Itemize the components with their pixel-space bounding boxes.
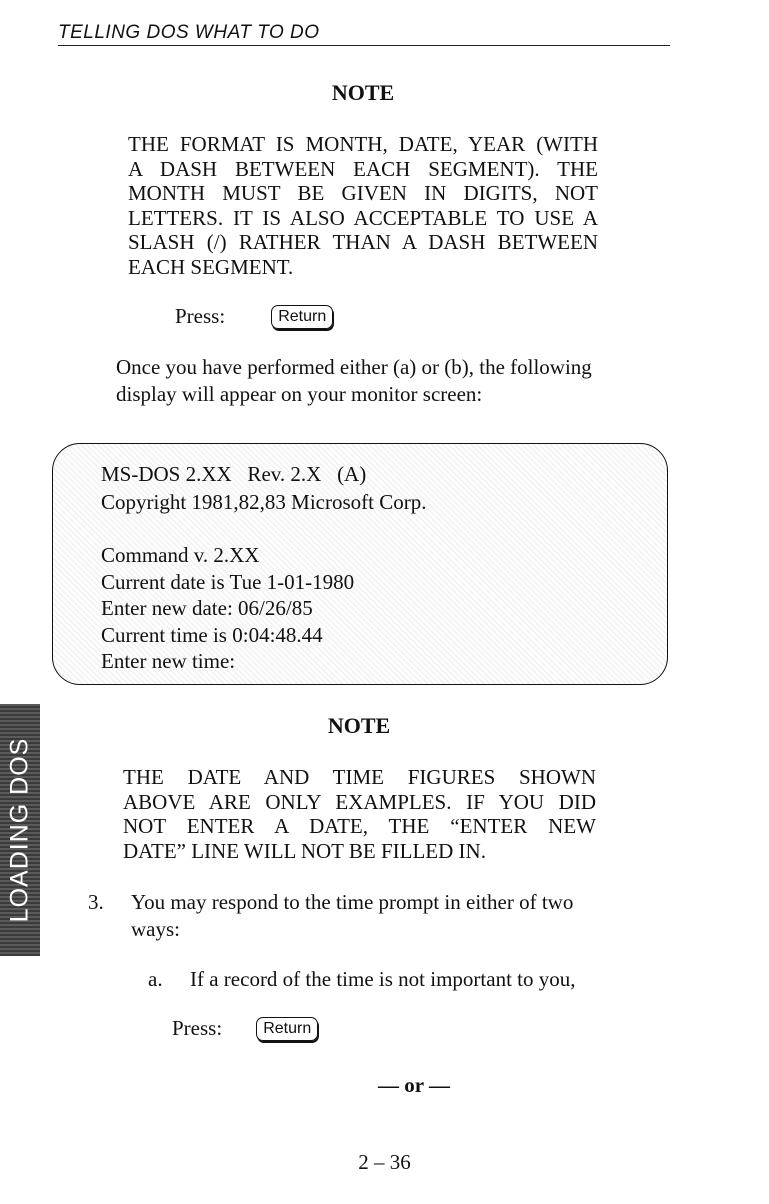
note-line: THE DATE AND TIME FIGURES SHOWN	[123, 765, 596, 789]
note-line: MONTH MUST BE GIVEN IN DIGITS, NOT	[128, 181, 598, 205]
monitor-screen-display	[52, 443, 668, 685]
note-body	[123, 765, 596, 863]
screen-line: Enter new date: 06/26/85	[101, 596, 313, 620]
screen-line: MS-DOS 2.XX Rev. 2.X (A)	[101, 462, 367, 486]
step-text	[131, 889, 573, 943]
note-line: EACH SEGMENT.	[128, 254, 294, 279]
note-line: A DASH BETWEEN EACH SEGMENT). THE	[128, 156, 598, 181]
section-tab-label: LOADING DOS	[5, 737, 34, 923]
press-instruction	[172, 1016, 318, 1041]
press-label: Press:	[175, 304, 226, 328]
substep-text: If a record of the time is not important to you,	[190, 967, 576, 991]
substep-letter: a.	[148, 967, 163, 991]
screen-line: Enter new time:	[101, 649, 236, 673]
running-header: TELLING DOS WHAT TO DO	[58, 22, 670, 46]
screen-line: Current time is 0:04:48.44	[101, 623, 323, 647]
note-heading: NOTE	[327, 713, 391, 738]
note-line: DATE” LINE WILL NOT BE FILLED IN.	[123, 838, 486, 863]
step-number: 3.	[88, 890, 104, 914]
screen-line: Command v. 2.XX	[101, 543, 260, 567]
note-line: LETTERS. IT IS ALSO ACCEPTABLE TO USE A	[128, 205, 598, 230]
note-line: NOT ENTER A DATE, THE “ENTER NEW	[123, 814, 596, 838]
screen-line: Copyright 1981,82,83 Microsoft Corp.	[101, 490, 427, 514]
return-key-icon: Return	[271, 305, 333, 329]
note-line: THE FORMAT IS MONTH, DATE, YEAR (WITH	[128, 132, 598, 156]
return-key-icon: Return	[256, 1017, 318, 1041]
paragraph-line: You may respond to the time prompt in either of two	[131, 890, 574, 914]
paragraph-line: Once you have performed either (a) or (b), the following	[116, 355, 592, 379]
note-line: ABOVE ARE ONLY EXAMPLES. IF YOU DID	[123, 789, 596, 814]
note-heading: NOTE	[331, 80, 395, 105]
press-instruction	[175, 304, 333, 329]
note-body	[128, 132, 598, 279]
intro-paragraph	[116, 354, 592, 408]
or-separator: — or —	[378, 1073, 450, 1097]
note-line: SLASH (/) RATHER THAN A DASH BETWEEN	[128, 230, 598, 254]
paragraph-line: display will appear on your monitor screen:	[116, 382, 483, 406]
paragraph-line: ways:	[131, 917, 180, 941]
screen-line: Current date is Tue 1-01-1980	[101, 570, 355, 594]
press-label: Press:	[172, 1016, 223, 1040]
section-tab	[0, 704, 40, 956]
page-number: 2 – 36	[358, 1150, 411, 1174]
